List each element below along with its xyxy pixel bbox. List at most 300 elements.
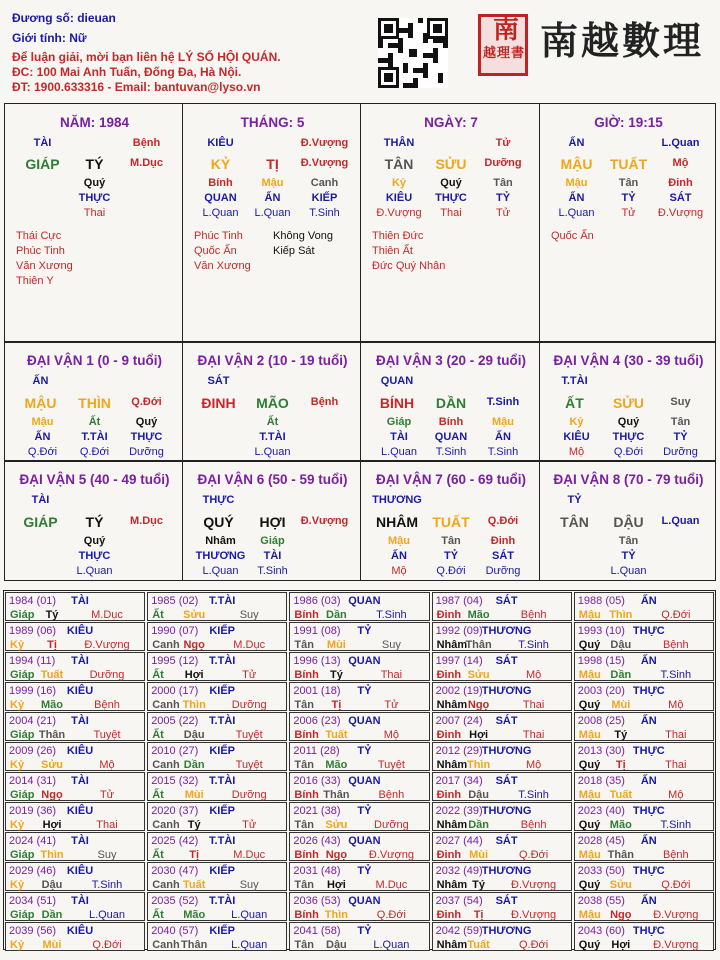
year-label: 2023 (40) xyxy=(577,805,625,817)
year-life-stage: T.Sinh xyxy=(376,609,407,621)
year-label: 1990 (07) xyxy=(151,625,199,637)
year-stem: Ất xyxy=(152,909,164,921)
dai-van-branch: TUẤT xyxy=(432,514,470,530)
year-label: 2009 (26) xyxy=(9,745,57,757)
year-stem: Mậu xyxy=(578,609,601,621)
year-label: 2028 (45) xyxy=(577,835,625,847)
year-label: 1993 (10) xyxy=(577,625,625,637)
year-god: QUAN xyxy=(348,655,381,667)
year-branch: Tuất xyxy=(182,879,206,891)
year-god: KIÊU xyxy=(66,865,94,877)
year-cell xyxy=(289,922,429,951)
year-branch: Mùi xyxy=(611,699,631,711)
pillar-stem-god: KIÊU xyxy=(207,137,234,149)
year-life-stage: Bệnh xyxy=(520,609,547,621)
year-stem: Giáp xyxy=(10,789,35,801)
year-branch: Tị xyxy=(47,639,57,651)
year-life-stage: L.Quan xyxy=(373,939,410,951)
year-cell xyxy=(574,922,714,951)
year-god: TÀI xyxy=(71,655,89,667)
address: ĐC: 100 Mai Anh Tuấn, Đống Đa, Hà Nội. xyxy=(12,65,242,79)
pillar-life-stage: Dưỡng xyxy=(484,157,522,169)
year-label: 1985 (02) xyxy=(151,595,199,607)
hidden-life-stage: Đ.Vượng xyxy=(376,207,422,219)
hidden-life-stage: Tử xyxy=(621,207,636,219)
year-stem: Quý xyxy=(578,879,601,891)
year-stem: Nhâm xyxy=(436,699,468,711)
year-god: TÀI xyxy=(71,715,89,727)
year-label: 1987 (04) xyxy=(435,595,483,607)
pillar-box xyxy=(182,103,361,342)
year-cell xyxy=(147,622,287,651)
pillar-branch: TUẤT xyxy=(609,156,648,172)
year-god: THỰC xyxy=(632,865,665,877)
year-stem: Nhâm xyxy=(436,639,468,651)
dai-van-stem: QUÝ xyxy=(203,514,234,530)
year-label: 2001 (18) xyxy=(293,685,341,697)
year-god: THỰC xyxy=(632,625,665,637)
year-branch: Hợi xyxy=(469,729,489,741)
year-god: T.TÀI xyxy=(209,835,236,847)
hidden-life-stage: Dưỡng xyxy=(129,446,164,458)
year-label: 2020 (37) xyxy=(151,805,199,817)
year-stem: Đinh xyxy=(436,909,462,921)
contact-invite: Để luận giải, mời bạn liên hệ LÝ SỐ HỘI QUÁN. xyxy=(12,50,281,64)
year-life-stage: T.Sinh xyxy=(91,879,123,891)
year-label: 2043 (60) xyxy=(577,925,625,937)
dai-van-stem: MẬU xyxy=(24,395,57,411)
year-god: ẤN xyxy=(640,595,657,607)
year-stem: Kỷ xyxy=(10,819,25,831)
pillar-branch-god: Bệnh xyxy=(132,137,161,149)
year-branch: Sửu xyxy=(183,609,206,621)
dai-van-branch: TÝ xyxy=(85,514,104,530)
year-life-stage: Tuyệt xyxy=(93,729,121,741)
hidden-life-stage: L.Quan xyxy=(254,446,291,458)
hidden-god: QUAN xyxy=(434,431,468,443)
hidden-life-stage: Q.Đới xyxy=(79,446,110,458)
year-life-stage: Mộ xyxy=(525,669,542,681)
year-cell xyxy=(432,832,572,861)
year-life-stage: Đ.Vượng xyxy=(84,639,130,651)
year-life-stage: Bệnh xyxy=(520,819,547,831)
dai-van-stem: TÂN xyxy=(560,514,589,530)
year-label: 2006 (23) xyxy=(293,715,341,727)
year-cell xyxy=(289,682,429,711)
year-label: 2037 (54) xyxy=(435,895,483,907)
year-cell xyxy=(147,652,287,681)
hidden-stem: Bính xyxy=(208,177,233,189)
pillar-branch: SỬU xyxy=(435,156,467,172)
year-label: 2002 (19) xyxy=(435,685,483,697)
year-branch: Sửu xyxy=(609,879,632,891)
year-stem: Đinh xyxy=(436,609,462,621)
year-god: KIÊU xyxy=(66,925,94,937)
year-god: KIẾP xyxy=(209,865,236,877)
year-god: THƯƠNG xyxy=(481,925,532,937)
year-branch: Sửu xyxy=(40,759,64,771)
dai-van-life-stage: Q.Đới xyxy=(487,515,519,527)
year-cell xyxy=(289,802,429,831)
year-label: 2035 (52) xyxy=(151,895,199,907)
hidden-god: TỶ xyxy=(495,192,511,204)
hidden-life-stage: Đ.Vượng xyxy=(657,207,704,219)
dai-van-title: ĐẠI VẬN 4 (30 - 39 tuổi) xyxy=(553,353,704,368)
year-branch: Mão xyxy=(467,609,490,621)
pillar-stem-god: ẤN xyxy=(568,137,585,149)
hidden-life-stage: L.Quan xyxy=(76,565,113,577)
year-cell xyxy=(289,832,429,861)
year-life-stage: Tử xyxy=(242,819,257,831)
year-branch: Dần xyxy=(326,609,347,621)
special-star: Thiên Y xyxy=(16,275,54,287)
year-label: 1999 (16) xyxy=(9,685,57,697)
pillar-branch: TỊ xyxy=(266,156,279,172)
year-life-stage: Tử xyxy=(99,789,115,801)
dai-van-stem: ĐINH xyxy=(201,395,236,411)
year-branch: Thân xyxy=(38,729,66,741)
year-cell xyxy=(289,592,429,621)
year-branch: Mùi xyxy=(326,639,346,651)
year-god: KIÊU xyxy=(66,745,94,757)
year-label: 2011 (28) xyxy=(293,745,340,757)
year-life-stage: Thai xyxy=(665,759,687,771)
year-cell xyxy=(574,892,714,921)
year-branch: Ngọ xyxy=(41,789,63,801)
year-life-stage: Mộ xyxy=(668,699,684,711)
year-cell xyxy=(289,772,429,801)
hidden-stem: Quý xyxy=(135,416,158,428)
year-life-stage: Mộ xyxy=(525,759,542,771)
dai-van-branch: DẦN xyxy=(435,395,467,411)
year-stem: Nhâm xyxy=(436,939,468,951)
year-branch: Mùi xyxy=(42,939,62,951)
hidden-life-stage: Q.Đới xyxy=(613,446,644,458)
year-label: 2010 (27) xyxy=(151,745,199,757)
year-cell xyxy=(147,922,287,951)
dai-van-box xyxy=(539,461,716,581)
hidden-stem: Nhâm xyxy=(205,535,236,547)
year-label: 2039 (56) xyxy=(9,925,57,937)
year-god: TÀI xyxy=(71,895,89,907)
year-cell xyxy=(147,802,287,831)
year-cell xyxy=(432,652,572,681)
year-label: 1986 (03) xyxy=(293,595,341,607)
dai-van-branch: HỢI xyxy=(259,514,286,530)
year-stem: Quý xyxy=(578,639,601,651)
year-label: 2029 (46) xyxy=(9,865,57,877)
special-star: Quốc Ấn xyxy=(551,230,594,242)
hidden-stem: Tân xyxy=(670,416,691,428)
year-branch: Hợi xyxy=(611,939,631,951)
year-branch: Dần xyxy=(610,669,632,681)
dai-van-title: ĐẠI VẬN 3 (20 - 29 tuổi) xyxy=(375,353,527,368)
special-star: Thái Cực xyxy=(16,230,62,242)
hidden-life-stage: Dưỡng xyxy=(663,446,698,458)
year-label: 2013 (30) xyxy=(577,745,625,757)
year-stem: Canh xyxy=(152,639,180,651)
seal-char: 書 xyxy=(511,46,525,61)
year-label: 2017 (34) xyxy=(435,775,483,787)
hidden-stem: Tân xyxy=(618,177,639,189)
hidden-god: TỶ xyxy=(621,550,636,562)
year-cell xyxy=(432,892,572,921)
person-name: Đương số: dieuan xyxy=(12,11,116,25)
year-life-stage: Thai xyxy=(522,699,545,711)
year-stem: Giáp xyxy=(10,909,35,921)
year-branch: Thân xyxy=(607,849,634,861)
dai-van-box xyxy=(360,342,540,461)
year-stem: Canh xyxy=(152,819,180,831)
hidden-god: THỰC xyxy=(130,431,163,443)
year-label: 2012 (29) xyxy=(435,745,483,757)
hidden-stem: Đinh xyxy=(668,177,693,189)
hidden-god: ẤN xyxy=(391,550,407,562)
hidden-life-stage: L.Quan xyxy=(558,207,595,219)
year-branch: Dậu xyxy=(468,789,489,801)
year-god: THỰC xyxy=(632,805,665,817)
year-branch: Dậu xyxy=(610,639,632,651)
hidden-life-stage: L.Quan xyxy=(380,446,418,458)
logo-text: 南越數理 xyxy=(540,18,705,63)
pillar-life-stage: M.Dục xyxy=(130,157,163,169)
year-god: ẤN xyxy=(640,715,657,727)
hidden-life-stage: Q.Đới xyxy=(27,446,58,458)
year-grid xyxy=(3,590,716,950)
year-branch: Ngọ xyxy=(610,909,632,921)
year-label: 2034 (51) xyxy=(9,895,57,907)
year-god: TỶ xyxy=(357,625,372,637)
pillar-stem-god: TÀI xyxy=(33,137,52,149)
year-label: 1996 (13) xyxy=(293,655,341,667)
year-god: TÀI xyxy=(71,595,89,607)
year-branch: Tý xyxy=(329,669,343,681)
year-god: TÀI xyxy=(71,835,89,847)
year-life-stage: Tuyệt xyxy=(235,759,263,771)
year-stem: Tân xyxy=(294,819,314,831)
hidden-god: SÁT xyxy=(492,550,514,562)
year-life-stage: Dưỡng xyxy=(89,669,125,681)
hidden-god: TÀI xyxy=(390,431,408,443)
year-god: T.TÀI xyxy=(209,595,236,607)
hidden-god: QUAN xyxy=(204,192,237,204)
hidden-life-stage: L.Quan xyxy=(202,565,239,577)
pillar-stem: TÂN xyxy=(384,156,414,172)
year-cell xyxy=(147,772,287,801)
year-cell xyxy=(5,802,145,831)
year-god: QUAN xyxy=(348,895,381,907)
year-life-stage: Q.Đới xyxy=(661,609,691,621)
year-life-stage: Thai xyxy=(96,819,118,831)
year-god: SÁT xyxy=(495,595,518,607)
hidden-life-stage: T.Sinh xyxy=(257,565,288,577)
hidden-god: THỰC xyxy=(435,192,467,204)
year-branch: Tuất xyxy=(40,669,64,681)
year-label: 1995 (12) xyxy=(151,655,199,667)
year-branch: Dần xyxy=(41,909,63,921)
dai-van-life-stage: M.Dục xyxy=(130,515,163,527)
year-cell xyxy=(5,862,145,891)
year-life-stage: T.Sinh xyxy=(660,669,692,681)
year-god: SÁT xyxy=(495,655,518,667)
year-stem: Tân xyxy=(294,879,314,891)
year-label: 2024 (41) xyxy=(9,835,57,847)
year-stem: Nhâm xyxy=(436,879,468,891)
year-god: TỶ xyxy=(357,745,372,757)
hidden-stem: Tân xyxy=(441,535,461,547)
hidden-stem: Ất xyxy=(88,416,101,428)
year-life-stage: T.Sinh xyxy=(518,789,549,801)
hidden-stem: Kỷ xyxy=(391,177,407,189)
dai-van-branch: DẬU xyxy=(613,514,644,530)
year-life-stage: Bệnh xyxy=(378,789,405,801)
dai-van-god: THỰC xyxy=(202,494,235,506)
year-cell xyxy=(574,742,714,771)
year-branch: Ngọ xyxy=(325,849,348,861)
year-cell xyxy=(5,892,145,921)
year-god: T.TÀI xyxy=(209,715,236,727)
year-stem: Quý xyxy=(578,699,601,711)
year-cell xyxy=(5,592,145,621)
hidden-life-stage: Tử xyxy=(495,207,511,219)
year-label: 1992 (09) xyxy=(435,625,483,637)
pillar-title: NGÀY: 7 xyxy=(424,115,478,130)
year-branch: Tuất xyxy=(467,939,490,951)
year-label: 1997 (14) xyxy=(435,655,483,667)
year-label: 1984 (01) xyxy=(9,595,57,607)
hidden-stem: Mậu xyxy=(261,177,284,189)
year-life-stage: L.Quan xyxy=(231,939,268,951)
year-label: 2005 (22) xyxy=(151,715,199,727)
dai-van-title: ĐẠI VẬN 1 (0 - 9 tuổi) xyxy=(26,353,163,368)
year-branch: Thìn xyxy=(182,699,206,711)
year-life-stage: Mộ xyxy=(668,789,684,801)
year-branch: Mùi xyxy=(469,849,489,861)
year-god: ẤN xyxy=(640,835,657,847)
year-stem: Bính xyxy=(294,669,319,681)
year-stem: Đinh xyxy=(436,849,462,861)
hidden-life-stage: T.Sinh xyxy=(487,446,519,458)
year-life-stage: Đ.Vượng xyxy=(653,939,699,951)
year-branch: Tý xyxy=(614,729,628,741)
dai-van-god: TÀI xyxy=(31,494,50,506)
year-stem: Canh xyxy=(152,939,180,951)
year-god: TỶ xyxy=(357,805,372,817)
hidden-stem: Giáp xyxy=(386,416,412,428)
year-branch: Tý xyxy=(187,819,201,831)
year-life-stage: Suy xyxy=(97,849,117,861)
hidden-god: THỰC xyxy=(78,550,111,562)
year-label: 2030 (47) xyxy=(151,865,199,877)
year-life-stage: M.Dục xyxy=(91,609,123,621)
year-label: 2018 (35) xyxy=(577,775,625,787)
year-label: 2004 (21) xyxy=(9,715,57,727)
year-god: QUAN xyxy=(348,835,381,847)
special-star: Văn Xương xyxy=(16,260,73,272)
year-life-stage: Q.Đới xyxy=(518,849,549,861)
year-branch: Tị xyxy=(331,699,342,711)
dai-van-god: TỶ xyxy=(567,494,582,506)
year-cell xyxy=(5,712,145,741)
year-cell xyxy=(574,682,714,711)
year-branch: Mão xyxy=(325,759,348,771)
year-label: 2000 (17) xyxy=(151,685,199,697)
year-branch: Sửu xyxy=(467,669,490,681)
year-god: THỰC xyxy=(632,925,665,937)
year-stem: Canh xyxy=(152,879,180,891)
year-stem: Kỷ xyxy=(10,939,25,951)
pillar-stem: MẬU xyxy=(560,156,593,172)
year-label: 2032 (49) xyxy=(435,865,483,877)
year-label: 1988 (05) xyxy=(577,595,625,607)
year-branch: Dậu xyxy=(183,729,205,741)
year-cell xyxy=(147,592,287,621)
year-stem: Mậu xyxy=(578,669,601,681)
dai-van-life-stage: L.Quan xyxy=(661,515,700,527)
pillar-stem-god: THÂN xyxy=(383,137,415,149)
year-god: SÁT xyxy=(495,715,518,727)
year-god: SÁT xyxy=(495,835,518,847)
pillar-branch-god: Tử xyxy=(495,137,511,149)
hidden-stem: Mậu xyxy=(565,177,588,189)
year-life-stage: Bệnh xyxy=(662,639,689,651)
year-cell xyxy=(289,892,429,921)
year-branch: Mão xyxy=(609,819,632,831)
year-cell xyxy=(147,862,287,891)
hidden-god: TÀI xyxy=(263,550,282,562)
hidden-stem: Tân xyxy=(618,535,639,547)
year-life-stage: Suy xyxy=(239,879,259,891)
year-stem: Quý xyxy=(578,939,601,951)
year-god: THỰC xyxy=(632,685,665,697)
year-label: 1991 (08) xyxy=(293,625,341,637)
dai-van-stem: ẤT xyxy=(565,395,584,411)
hidden-god: TỶ xyxy=(443,550,459,562)
special-star: Phúc Tinh xyxy=(16,245,65,257)
hidden-stem: Quý xyxy=(440,177,462,189)
year-stem: Canh xyxy=(152,699,180,711)
special-star: Đức Quý Nhân xyxy=(372,260,446,272)
year-stem: Ất xyxy=(152,789,164,801)
year-stem: Đinh xyxy=(436,729,462,741)
phone-email[interactable]: ĐT: 1900.633316 - Email: bantuvan@lyso.vn xyxy=(12,80,261,94)
year-stem: Ất xyxy=(152,609,164,621)
year-label: 2036 (53) xyxy=(293,895,341,907)
year-branch: Tị xyxy=(473,909,484,921)
year-cell xyxy=(5,622,145,651)
year-stem: Đinh xyxy=(436,789,462,801)
dai-van-life-stage: Q.Đới xyxy=(131,396,162,408)
dai-van-life-stage: T.Sinh xyxy=(486,396,520,408)
year-label: 1994 (11) xyxy=(9,655,56,667)
year-life-stage: Suy xyxy=(239,609,259,621)
special-star: Thiên Ất xyxy=(372,245,413,257)
year-label: 2038 (55) xyxy=(577,895,625,907)
year-god: THƯƠNG xyxy=(481,745,532,757)
hidden-god: T.TÀI xyxy=(81,431,108,443)
year-life-stage: M.Dục xyxy=(233,849,266,861)
pillar-life-stage: Mộ xyxy=(672,157,689,169)
hidden-life-stage: L.Quan xyxy=(610,565,647,577)
year-god: T.TÀI xyxy=(209,775,236,787)
year-cell xyxy=(574,772,714,801)
year-cell xyxy=(432,922,572,951)
gender: Giới tính: Nữ xyxy=(12,31,87,45)
dai-van-title: ĐẠI VẬN 6 (50 - 59 tuổi) xyxy=(197,472,348,487)
year-stem: Tân xyxy=(294,759,314,771)
dai-van-stem: NHÂM xyxy=(376,514,418,530)
year-god: TỶ xyxy=(357,925,372,937)
